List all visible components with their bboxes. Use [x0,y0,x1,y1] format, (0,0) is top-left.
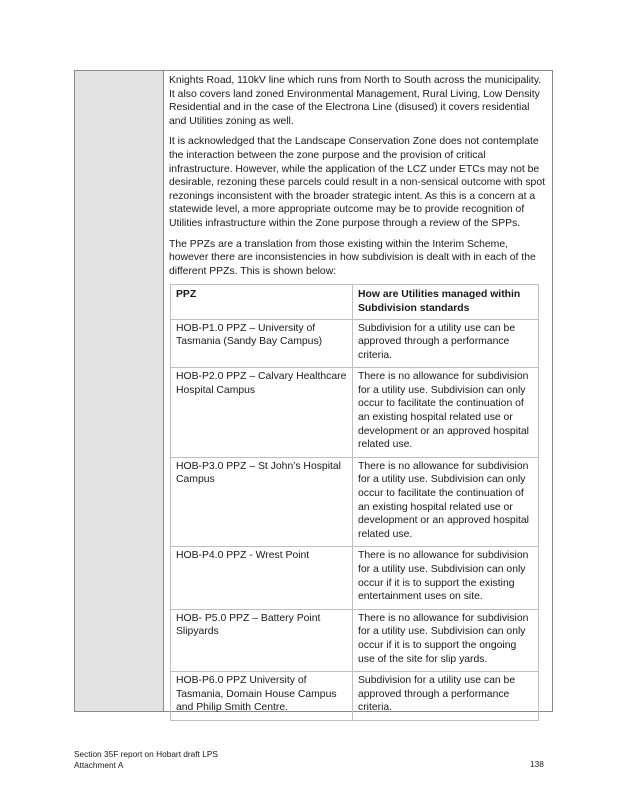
column-header-ppz: PPZ [171,285,353,319]
ppz-cell: HOB-P3.0 PPZ – St John’s Hospital Campus [171,457,353,547]
footer-attachment: Attachment A [74,759,124,770]
ppz-cell: HOB-P6.0 PPZ University of Tasmania, Domain House Campus and Philip Smith Centre. [171,672,353,721]
ppz-cell: HOB-P2.0 PPZ – Calvary Healthcare Hospital Campus [171,368,353,458]
ppz-cell: HOB-P1.0 PPZ – University of Tasmania (Sandy Bay Campus) [171,319,353,368]
paragraph: The PPZs are a translation from those existing within the Interim Scheme, however there are inconsistencies in how subdivision is dealt with in each of the different PPZs. This is shown below: [169,238,536,277]
table-row [171,672,539,721]
paragraph: Knights Road, 110kV line which runs from North to South across the municipality. It also covers land zoned Environmental Management, Rural Living, Low Density Residential and in the case of the Electrona Line (disused) it covers residential and Utilities zoning as well. [169,75,542,127]
page-footer [74,749,218,770]
utilities-cell: There is no allowance for subdivision for a utility use. Subdivision can only occur if it is to support the existing entertainment uses on site. [353,547,539,609]
table-row [171,368,539,458]
utilities-cell: Subdivision for a utility use can be approved through a performance criteria. [353,319,539,368]
utilities-cell: There is no allowance for subdivision for a utility use. Subdivision can only occur to facilitate the continuation of an existing hospital related use or development or an approved hospital related use. [353,457,539,547]
table-row [171,457,539,547]
paragraph: It is acknowledged that the Landscape Conservation Zone does not contemplate the interaction between the zone purpose and the provision of critical infrastructure. However, while the application of the LCZ under ETCs may not be desirable, rezoning these parcels could result in a non-sensical outcome with spot rezonings inconsistent with the broader strategic intent. As this is a concern at a statewide level, a more appropriate outcome may be to provide recognition of Utilities infrastructure within the Zone purpose through a review of the SPPs. [169,136,546,229]
column-header-utilities: How are Utilities managed within Subdivision standards [353,285,539,319]
left-column [75,71,164,711]
page-number: 138 [530,759,544,769]
utilities-cell: There is no allowance for subdivision for a utility use. Subdivision can only occur if it is to support the ongoing use of the site for slip yards. [353,609,539,671]
ppz-cell: HOB-P4.0 PPZ - Wrest Point [171,547,353,609]
footer-report-title: Section 35F report on Hobart draft LPS [74,749,218,759]
table-row [171,319,539,368]
utilities-cell: Subdivision for a utility use can be approved through a performance criteria. [353,672,539,721]
table-row [171,609,539,671]
content-frame [74,70,553,712]
ppz-table [170,284,539,721]
main-content [169,74,549,721]
table-row [171,547,539,609]
table-header-row [171,285,539,319]
utilities-cell: There is no allowance for subdivision for a utility use. Subdivision can only occur to facilitate the continuation of an existing hospital related use or development or an approved hospital related use. [353,368,539,458]
ppz-cell: HOB- P5.0 PPZ – Battery Point Slipyards [171,609,353,671]
